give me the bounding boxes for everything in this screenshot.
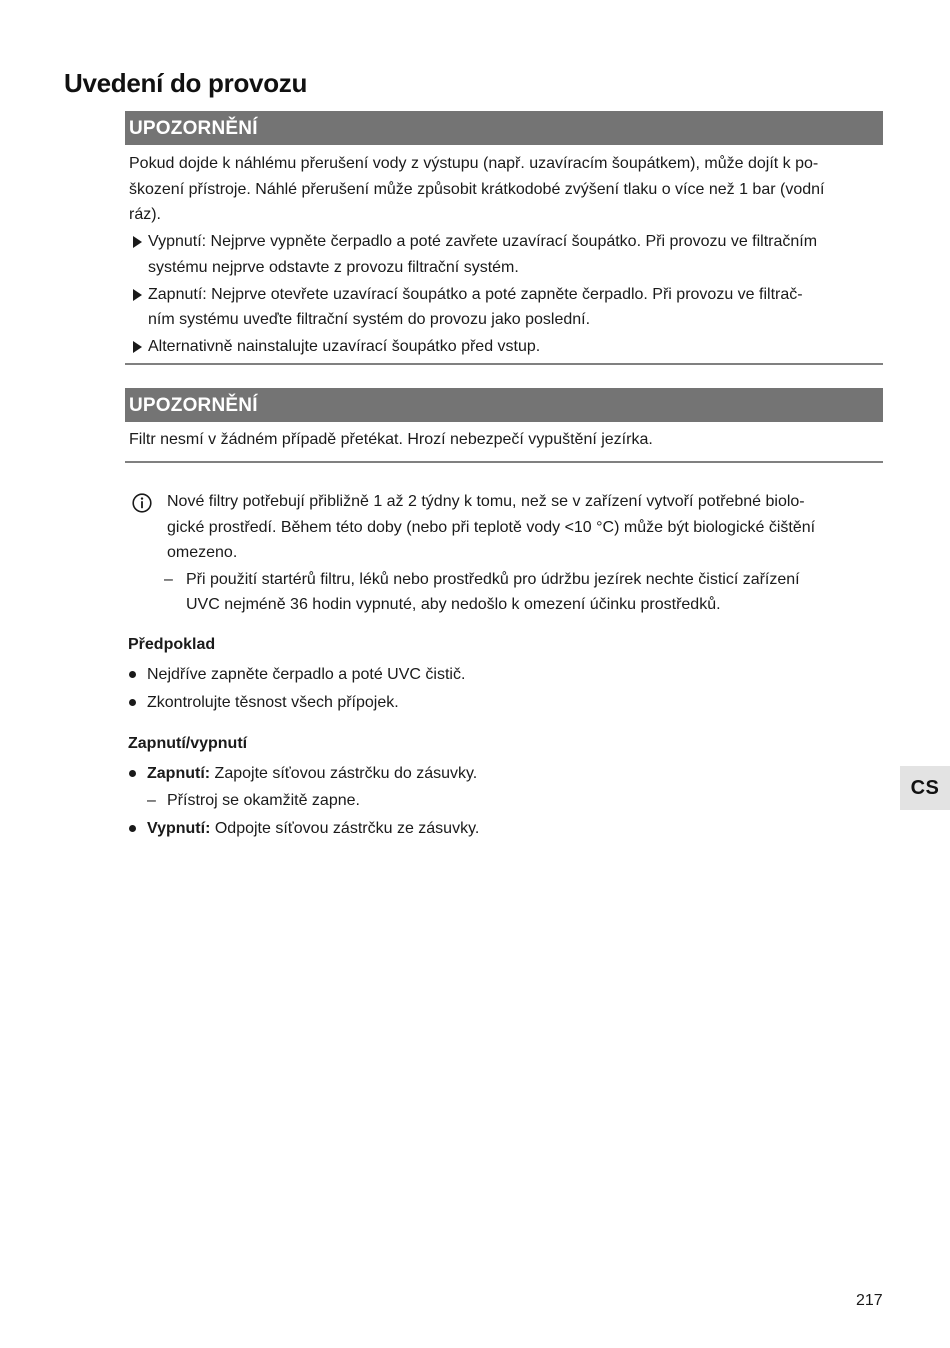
list-item-text: Zkontrolujte těsnost všech přípojek. bbox=[147, 693, 399, 711]
notice-text: Filtr nesmí v žádném případě přetékat. Hrozí nebezpečí vypuštění jezírka. bbox=[129, 431, 653, 448]
info-sub-line: Při použití startérů filtru, léků nebo prostředků pro údržbu jezírek nechte čisticí zařízení bbox=[186, 570, 800, 588]
info-text-line: omezeno. bbox=[167, 544, 238, 561]
triangle-bullet-icon bbox=[133, 236, 142, 248]
instruction-line: ním systému uveďte filtrační systém do provozu jako poslední. bbox=[148, 311, 591, 328]
notice-body bbox=[125, 422, 883, 453]
list-item bbox=[128, 662, 880, 688]
notice-header: UPOZORNĚNÍ bbox=[125, 388, 883, 422]
section-title: Zapnutí/vypnutí bbox=[128, 735, 248, 752]
triangle-bullet-icon bbox=[133, 341, 142, 353]
step-label: Zapnutí: bbox=[147, 764, 211, 782]
page-title: Uvedení do provozu bbox=[64, 68, 308, 98]
instruction-line: Vypnutí: Nejprve vypněte čerpadlo a poté zavřete uzavírací šoupátko. Při provozu ve filtračním bbox=[148, 233, 818, 250]
triangle-bullet-icon bbox=[133, 289, 142, 301]
notice-bottom-rule bbox=[125, 363, 883, 365]
bullet-dot bbox=[129, 699, 136, 706]
info-sub-line: UVC nejméně 36 hodin vypnuté, aby nedošlo k omezení účinku prostředků. bbox=[186, 596, 721, 613]
instruction-item-switch-off bbox=[129, 229, 879, 280]
instruction-line: Alternativně nainstalujte uzavírací šoupátko před vstup. bbox=[148, 338, 541, 355]
bullet-dot bbox=[129, 671, 136, 678]
notice-text bbox=[129, 151, 879, 228]
switching-section bbox=[128, 731, 880, 844]
list-item bbox=[128, 690, 880, 716]
info-sub-item bbox=[164, 567, 880, 618]
step-text: Odpojte síťovou zástrčku ze zásuvky. bbox=[210, 819, 480, 837]
info-note bbox=[128, 489, 880, 618]
dash-bullet: – bbox=[164, 570, 173, 588]
notice-body bbox=[125, 145, 883, 360]
step-text: Zapojte síťovou zástrčku do zásuvky. bbox=[210, 764, 478, 782]
notice-bottom-rule bbox=[125, 461, 883, 463]
instruction-line: systému nejprve odstavte z provozu filtrační systém. bbox=[148, 258, 519, 276]
notice-text-line: škození přístroje. Náhlé přerušení může způsobit krátkodobé zvýšení tlaku o více než 1 bar (vodní bbox=[129, 180, 825, 198]
list-item-switch-on bbox=[128, 761, 880, 787]
notice-text-line: ráz). bbox=[129, 206, 161, 223]
notice-header: UPOZORNĚNÍ bbox=[125, 111, 883, 145]
step-result-text: Přístroj se okamžitě zapne. bbox=[167, 791, 360, 809]
instruction-item-alternative bbox=[129, 334, 879, 360]
bullet-dot bbox=[129, 770, 136, 777]
info-icon bbox=[132, 493, 152, 513]
step-label: Vypnutí: bbox=[147, 819, 211, 837]
notice-warning-overflow bbox=[125, 388, 883, 453]
instruction-item-switch-on bbox=[129, 282, 879, 333]
step-result bbox=[128, 788, 880, 814]
language-tab: CS bbox=[900, 766, 950, 810]
info-text-line: Nové filtry potřebují přibližně 1 až 2 týdny k tomu, než se v zařízení vytvoří potřebné biolo- bbox=[167, 493, 805, 510]
notice-warning-water-hammer bbox=[125, 111, 883, 360]
section-title: Předpoklad bbox=[128, 636, 216, 653]
info-text bbox=[167, 489, 880, 566]
dash-bullet: – bbox=[147, 791, 156, 809]
notice-text-line: Pokud dojde k náhlému přerušení vody z výstupu (např. uzavíracím šoupátkem), může dojít k po- bbox=[129, 155, 819, 172]
prerequisite-section bbox=[128, 632, 880, 718]
info-text-line: gické prostředí. Během této doby (nebo při teplotě vody <10 °C) může být biologické čištění bbox=[167, 518, 816, 536]
instruction-line: Zapnutí: Nejprve otevřete uzavírací šoupátko a poté zapněte čerpadlo. Při provozu ve filtrač- bbox=[148, 285, 803, 303]
page-number: 217 bbox=[856, 1292, 883, 1309]
list-item-text: Nejdříve zapněte čerpadlo a poté UVC čistič. bbox=[147, 665, 466, 683]
list-item-switch-off bbox=[128, 816, 880, 842]
bullet-dot bbox=[129, 825, 136, 832]
